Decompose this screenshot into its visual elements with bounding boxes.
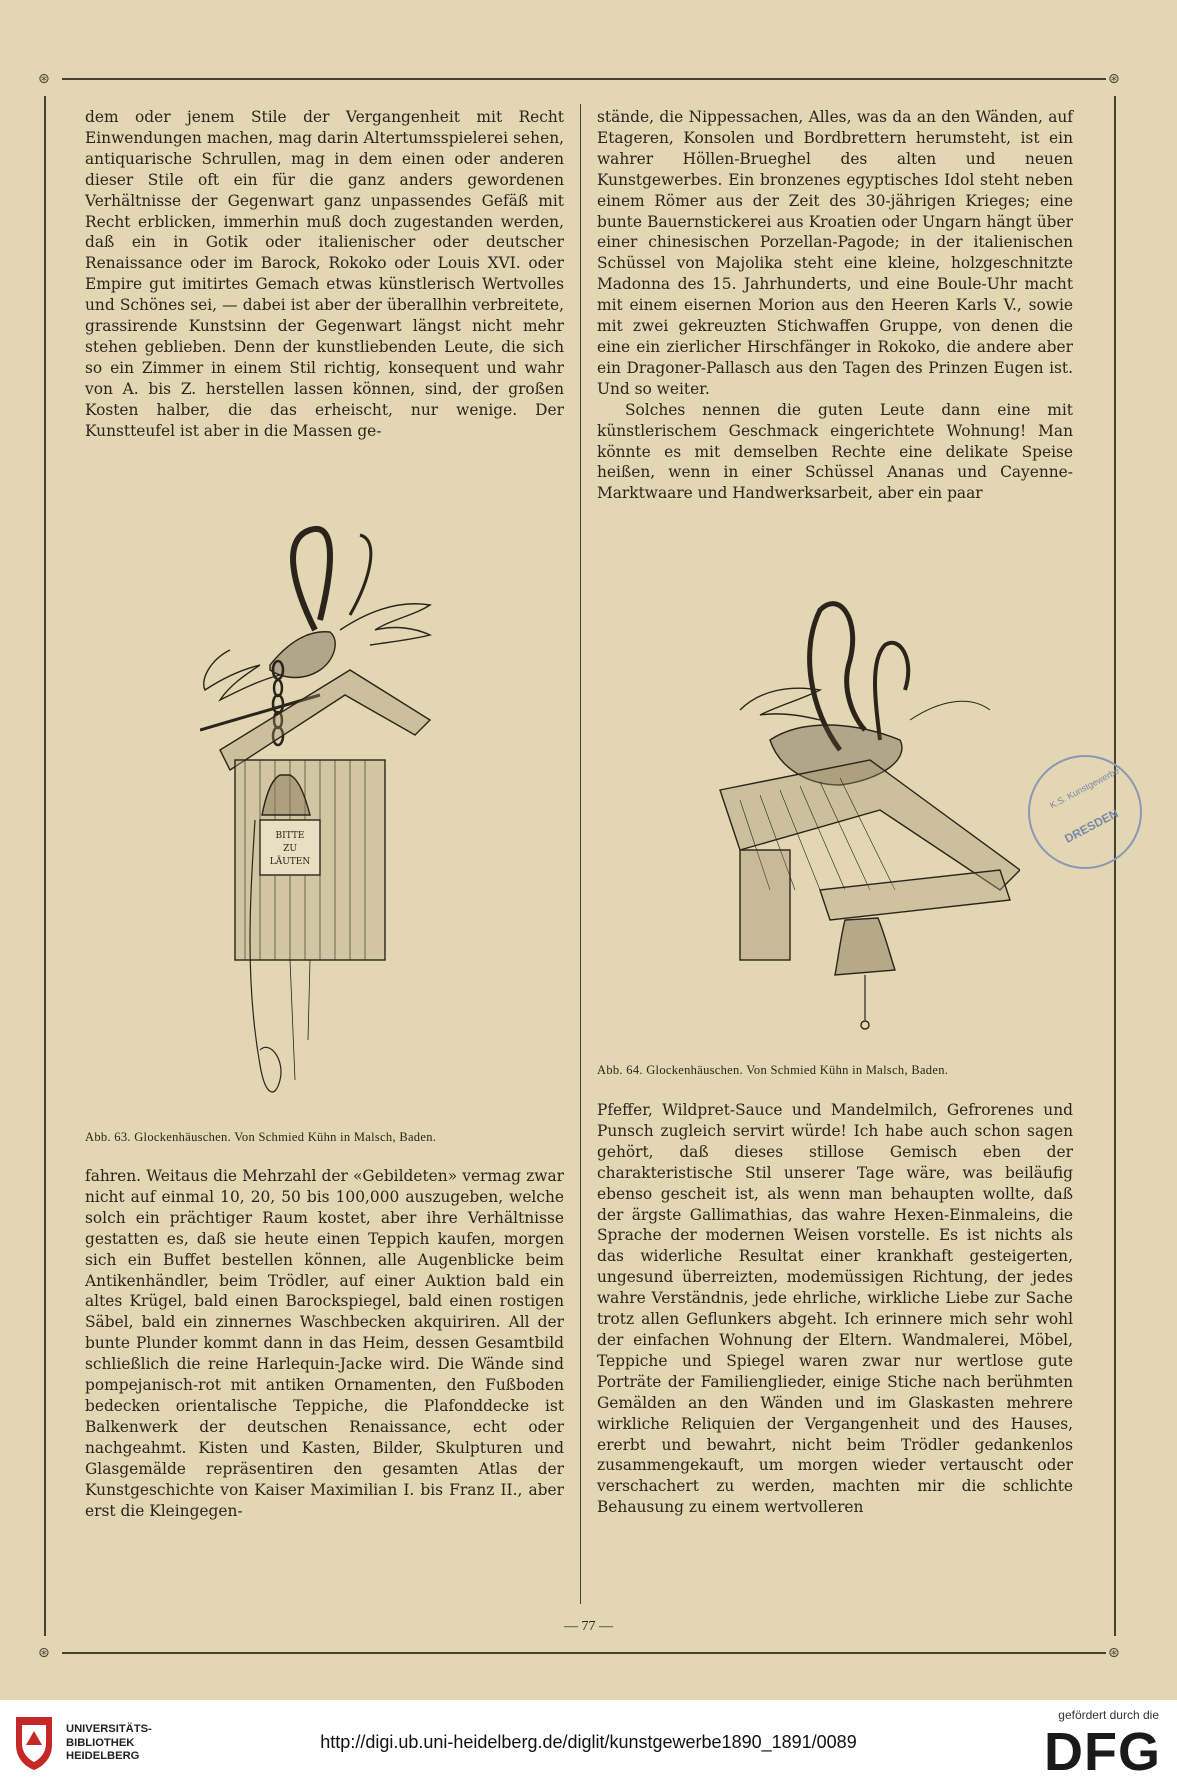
library-stamp <box>1028 755 1142 869</box>
fig63-sign-line-1: BITTE <box>275 831 305 841</box>
right-paragraph-1: stände, die Nippessachen, Alles, was da an den Wänden, auf Etageren, Konsolen und Bordbrettern herumsteht, ist ein wahrer Höllen-Brueghel des alten und neuen Kunstgewerbes. Ein bronzenes egyptisches Idol steht neben einem Römer aus der Zeit des 30-jährigen Krieges; eine bunte Bauernstickerei aus Kroatien oder Ungarn hängt über einer chinesischen Porzellan-Pagode; in der italienischen Schüssel von Majolika steht eine kleine, holzgeschnitzte Madonna des 15. Jahrhunderts, und eine Boule-Uhr macht mit einem eisernen Morion aus den Heeren Karls V., sowie mit zwei gekreuzten Stichwaffen Gruppe, von denen die eine ein zierlicher Hirschfänger in Rokoko, die andere aber ein Dragoner-Pallasch aus den Tagen des Prinzen Eugen ist. Und so weiter. <box>597 108 1073 398</box>
right-paragraph-3: Pfeffer, Wildpret-Sauce und Mandelmilch, Gefrorenes und Punsch zugleich servirt würde! Ich habe auch schon sagen gehört, daß dieses stillose Gemisch eben der charakteristische Stil unserer Tage wäre, was beiläufig ebenso gescheit ist, als wenn man behaupten wollte, daß der ärgste Gallimathias, das wahre Hexen-Einmaleins, die Sprache der modernen Weisen vorstelle. Es ist nichts als das widerliche Resultat einer krankhaft gesteigerten, ungesund überreizten, modemüssigen Richtung, der jedes wahre Verständnis, jede ehrliche, wirkliche Liebe zur Sache trotz allen Geflunkers abgeht. Ich erinnere mich sehr wohl der einfachen Wohnung der Eltern. Wandmalerei, Möbel, Teppiche und Spiegel waren zwar nur wertlose gute Porträte der Familienglieder, einige Stiche nach berühmten Gemälden an den Wänden und im Glaskasten mehrere wirkliche Reliquien der Vergangenheit und des Hauses, ererbt und bewahrt, nicht beim Trödler gedankenlos zusammengekauft, um morgen wieder vertauscht oder verschachert zu werden, machten mir die schlichte Behausung zu einem wertvolleren <box>597 1101 1073 1517</box>
figure-64-bell-house <box>680 590 1020 1050</box>
fig64-board <box>820 870 1010 920</box>
funded-by-label: gefördert durch die <box>1058 1708 1159 1722</box>
stamp-top-text: K.S. Kunstgewerbe <box>1048 765 1121 811</box>
left-column-top <box>85 107 564 442</box>
footer-bar <box>0 1700 1177 1786</box>
corner-ornament-tr-icon: ⊛ <box>1108 71 1120 87</box>
figure-63-caption: Abb. 63. Glockenhäuschen. Von Schmied Kühn in Malsch, Baden. <box>85 1130 437 1144</box>
corner-ornament-bl-icon: ⊛ <box>38 1645 50 1661</box>
left-paragraph-2: fahren. Weitaus die Mehrzahl der «Gebildeten» vermag zwar nicht auf einmal 10, 20, 50 bis 100,000 auszugeben, welche solch ein prächtiger Raum kostet, aber ihre Verhältnisse gestatten es, daß sie heute einen Teppich kaufen, morgen sich ein Buffet bestellen können, alle Augenblicke beim Antikenhändler, beim Trödler, auf einer Auktion bald ein altes Krügel, bald einen Barockspiegel, bald einen rostigen Säbel, bald ein zinnernes Waschbecken akquiriren. All der bunte Plunder kommt dann in das Heim, dessen Gesamtbild schließlich die reine Harlequin-Jacke wird. Die Wände sind pompejanisch-rot mit antiken Ornamenten, den Fußboden bedecken orientalische Teppiche, die Plafonddecke ist Balkenwerk der deutschen Renaissance, echt oder nachgeahmt. Kisten und Kasten, Bilder, Skulpturen und Glasgemälde repräsentiren den gesamten Atlas der Kunstgeschichte von Kaiser Maximilian I. bis Franz II., aber erst die Kleingegen- <box>85 1167 564 1520</box>
institution-line-3: HEIDELBERG <box>66 1750 140 1762</box>
corner-ornament-br-icon: ⊛ <box>1108 1645 1120 1661</box>
page-number: — 77 — <box>564 1619 613 1634</box>
fig63-bird-body <box>270 632 335 678</box>
dfg-logo: DFG <box>1044 1722 1161 1782</box>
frame-bottom-line <box>62 1652 1106 1654</box>
fig64-bird-wing <box>740 688 820 720</box>
stamp-middle-text: DRESDEN <box>1062 806 1121 846</box>
fig63-sign-line-2: ZU <box>283 844 297 854</box>
fig63-bird-wing-left <box>204 650 280 700</box>
right-column-bottom <box>597 1100 1073 1518</box>
frame-top-line <box>62 78 1106 80</box>
left-column-bottom <box>85 1166 564 1521</box>
column-divider <box>580 104 581 1604</box>
frame-right-line <box>1114 96 1116 1636</box>
institution-line-1: UNIVERSITÄTS- <box>66 1723 152 1735</box>
right-column-top <box>597 107 1073 504</box>
source-url-link[interactable]: http://digi.ub.uni-heidelberg.de/diglit/kunstgewerbe1890_1891/0089 <box>320 1732 857 1752</box>
fig64-bell <box>835 918 895 975</box>
fig63-sign-line-3: LÄUTEN <box>269 857 311 867</box>
right-paragraph-2: Solches nennen die guten Leute dann eine mit künstlerischem Geschmack eingerichtete Wohnung! Man könnte es mit demselben Rechte eine delikate Speise heißen, wenn in einer Schüssel Ananas und Cayenne-Marktwaare und Handwerksarbeit, aber ein paar <box>597 400 1073 503</box>
corner-ornament-tl-icon: ⊛ <box>38 71 50 87</box>
figure-64-caption: Abb. 64. Glockenhäuschen. Von Schmied Kühn in Malsch, Baden. <box>597 1063 949 1077</box>
figure-63-bell-house <box>200 520 490 1110</box>
fig63-hook <box>293 529 330 630</box>
frame-left-line <box>44 96 46 1636</box>
left-paragraph-1: dem oder jenem Stile der Vergangenheit mit Recht Einwendungen machen, mag darin Altertumsspielerei sehen, antiquarische Schrullen, mag in dem einen oder anderen dieser Stile oft ein für die ganz anders gewordenen Verhältnisse der Gegenwart ganz unpassendes Gefäß mit Recht erblicken, immerhin muß doch zugestanden werden, daß ein in Gotik oder italienischer oder deutscher Renaissance oder im Barock, Rokoko oder Louis XVI. oder Empire gut imitirtes Gemach etwas künstlerisch Wertvolles und Schönes sei, — dabei ist aber der überallhin verbreitete, grassirende Kunstsinn der Gegenwart längst nicht mehr stehen geblieben. Denn der kunstliebenden Leute, die sich so ein Zimmer in einem Stil richtig, konsequent und wahr von A. bis Z. herstellen lassen können, sind, der großen Kosten halber, die das erheischt, nur wenige. Der Kunstteufel ist aber in die Massen ge- <box>85 108 564 440</box>
fig64-swan-neck-right <box>875 643 908 740</box>
institution-line-2: BIBLIOTHEK <box>66 1736 135 1749</box>
fig64-post <box>740 850 790 960</box>
